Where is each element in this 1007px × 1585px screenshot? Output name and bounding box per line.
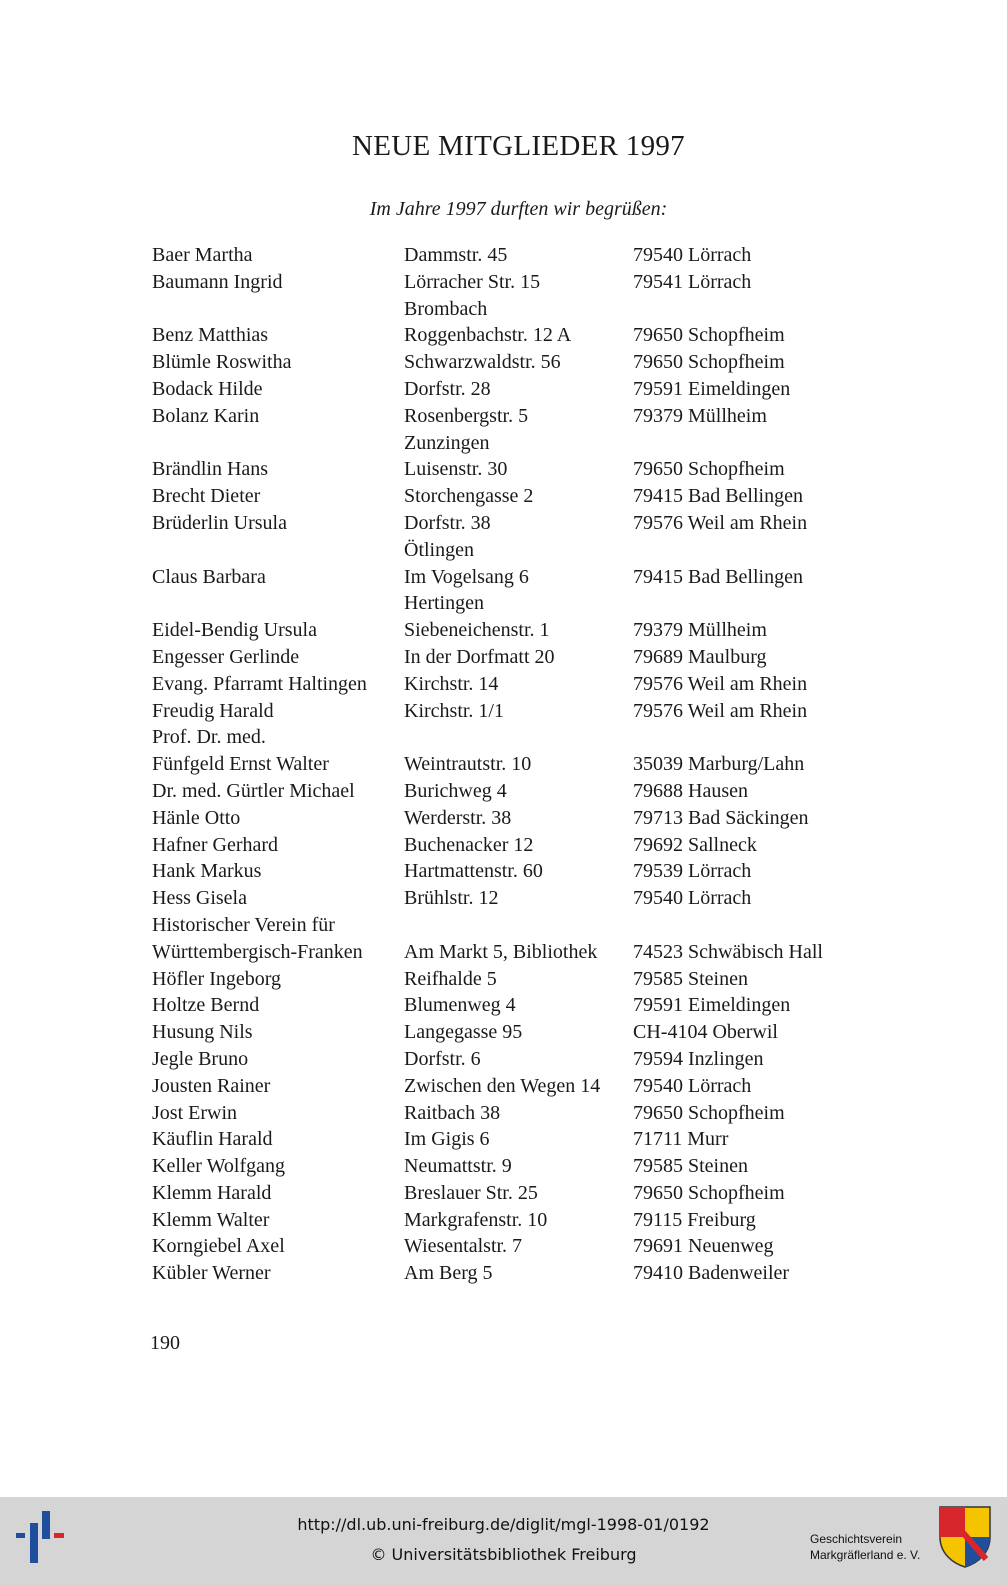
member-city: 79692 Sallneck [633,833,757,856]
member-street: Lörracher Str. 15 [404,270,541,293]
member-city: 79379 Müllheim [633,404,767,427]
member-list [152,242,872,1287]
footer-org-line2: Markgräflerland e. V. [810,1548,921,1562]
member-street: Neumattstr. 9 [404,1155,512,1178]
member-city: 79650 Schopfheim [633,351,785,374]
member-row [152,376,872,403]
member-city: 79379 Müllheim [633,619,767,642]
member-name: Historischer Verein für [152,913,335,936]
member-name: Engesser Gerlinde [152,645,300,668]
member-city: 79540 Lörrach [633,887,752,910]
member-row [152,1180,872,1207]
member-name: Holtze Bernd [152,994,260,1017]
member-name: Freudig Harald [152,699,274,722]
member-name: Höfler Ingeborg [152,967,282,990]
member-name: Baer Martha [152,244,253,266]
member-row [152,564,872,591]
member-street: Burichweg 4 [404,779,507,802]
member-name: Claus Barbara [152,565,266,588]
member-name: Hess Gisela [152,887,247,910]
member-row [152,456,872,483]
member-name: Dr. med. Gürtler Michael [152,779,355,802]
member-city: 79585 Steinen [633,1155,748,1178]
member-row [152,992,872,1019]
member-name: Brändlin Hans [152,458,269,481]
member-row [152,885,872,912]
member-name: Käuflin Harald [152,1128,273,1151]
member-street: Roggenbachstr. 12 A [404,324,572,347]
member-street: Brombach [404,297,488,320]
member-row [152,537,872,564]
member-row [152,1019,872,1046]
member-street: Rosenbergstr. 5 [404,404,529,427]
member-row [152,269,872,296]
member-name: Jost Erwin [152,1101,237,1124]
member-row [152,1233,872,1260]
member-street: Zwischen den Wegen 14 [404,1074,601,1097]
member-row [152,858,872,885]
member-street: Hartmattenstr. 60 [404,860,543,883]
member-city: 79691 Neuenweg [633,1235,774,1258]
member-name: Hafner Gerhard [152,833,279,856]
member-city: 79576 Weil am Rhein [633,672,808,695]
member-name: Prof. Dr. med. [152,726,266,749]
footer-copyright: © Universitätsbibliothek Freiburg [370,1545,637,1564]
member-name: Klemm Walter [152,1208,270,1231]
member-street: Siebeneichenstr. 1 [404,619,550,642]
member-street: Schwarzwaldstr. 56 [404,351,561,374]
member-name: Husung Nils [152,1021,253,1044]
member-name: Blümle Roswitha [152,351,292,374]
member-street: Breslauer Str. 25 [404,1181,538,1204]
member-name: Brüderlin Ursula [152,511,287,534]
member-row [152,644,872,671]
member-city: 79594 Inzlingen [633,1047,764,1070]
member-city: CH-4104 Oberwil [633,1021,778,1044]
member-row [152,617,872,644]
member-city: 35039 Marburg/Lahn [633,753,805,776]
member-name: Kübler Werner [152,1262,271,1285]
member-row [152,671,872,698]
member-name: Benz Matthias [152,324,269,347]
page-subtitle: Im Jahre 1997 durften wir begrüßen: [369,198,668,220]
member-name: Hänle Otto [152,806,241,829]
member-street: Wiesentalstr. 7 [404,1235,523,1258]
member-street: Am Berg 5 [404,1262,493,1285]
member-city: 74523 Schwäbisch Hall [633,940,823,963]
member-street: Dammstr. 45 [404,244,508,266]
member-row [152,1126,872,1153]
member-name: Jousten Rainer [152,1074,271,1097]
member-street: Storchengasse 2 [404,485,534,508]
member-city: 79410 Badenweiler [633,1262,790,1285]
footer-org-line1: Geschichtsverein [810,1532,903,1546]
member-street: Im Vogelsang 6 [404,565,529,588]
member-street: Werderstr. 38 [404,806,512,829]
member-street: Zunzingen [404,431,490,454]
member-name: Klemm Harald [152,1181,272,1204]
member-row [152,832,872,859]
footer-bar [0,1497,1007,1585]
member-name: Bodack Hilde [152,377,263,400]
member-row [152,1207,872,1234]
member-city: 79650 Schopfheim [633,324,785,347]
member-street: Markgrafenstr. 10 [404,1208,548,1231]
member-city: 79415 Bad Bellingen [633,565,803,588]
member-city: 79650 Schopfheim [633,1181,785,1204]
member-street: In der Dorfmatt 20 [404,645,555,668]
member-row [152,698,872,725]
member-name: Fünfgeld Ernst Walter [152,753,329,776]
member-city: 79688 Hausen [633,779,748,802]
member-street: Weintrautstr. 10 [404,753,532,776]
member-name: Hank Markus [152,860,262,883]
member-city: 79115 Freiburg [633,1208,756,1231]
member-city: 79650 Schopfheim [633,1101,785,1124]
member-street: Reifhalde 5 [404,967,497,990]
member-street: Dorfstr. 6 [404,1047,481,1070]
page-title: NEUE MITGLIEDER 1997 [351,130,685,162]
member-street: Blumenweg 4 [404,994,516,1017]
member-street: Ötlingen [404,538,474,561]
member-street: Am Markt 5, Bibliothek [404,940,598,963]
member-row [152,1100,872,1127]
member-row [152,1073,872,1100]
member-row [152,242,872,269]
member-row [152,724,872,751]
member-row [152,912,872,939]
member-street: Hertingen [404,592,484,615]
member-name: Jegle Bruno [152,1047,249,1070]
member-row [152,1046,872,1073]
member-name: Evang. Pfarramt Haltingen [152,672,367,695]
member-city: 79541 Lörrach [633,270,752,293]
member-street: Kirchstr. 1/1 [404,699,504,722]
member-row [152,483,872,510]
member-city: 79540 Lörrach [633,244,752,266]
member-name: Eidel-Bendig Ursula [152,619,317,642]
member-row [152,403,872,430]
member-name: Baumann Ingrid [152,270,283,293]
member-name: Brecht Dieter [152,485,261,508]
member-row [152,349,872,376]
member-city: 79415 Bad Bellingen [633,485,803,508]
member-row [152,778,872,805]
footer-org [810,1531,920,1563]
member-name: Keller Wolfgang [152,1155,285,1178]
member-street: Im Gigis 6 [404,1128,490,1151]
member-city: 79576 Weil am Rhein [633,699,808,722]
member-city: 79689 Maulburg [633,645,767,668]
member-street: Buchenacker 12 [404,833,534,856]
member-city: 79650 Schopfheim [633,458,785,481]
member-street: Brühlstr. 12 [404,887,499,910]
member-street: Langegasse 95 [404,1021,523,1044]
member-city: 79591 Eimeldingen [633,377,791,400]
coat-of-arms-icon [936,1503,994,1569]
member-city: 79713 Bad Säckingen [633,806,809,829]
member-row [152,430,872,457]
member-row [152,322,872,349]
member-street: Luisenstr. 30 [404,458,508,481]
member-city: 79576 Weil am Rhein [633,511,808,534]
member-row [152,805,872,832]
footer-url[interactable]: http://dl.ub.uni-freiburg.de/diglit/mgl-1998-01/0192 [297,1515,710,1534]
member-name: Bolanz Karin [152,404,260,427]
member-row [152,510,872,537]
member-row [152,296,872,323]
member-row [152,939,872,966]
member-row [152,751,872,778]
member-street: Kirchstr. 14 [404,672,499,695]
member-city: 79539 Lörrach [633,860,752,883]
member-street: Dorfstr. 38 [404,511,491,534]
member-street: Raitbach 38 [404,1101,501,1124]
member-name: Korngiebel Axel [152,1235,285,1258]
member-row [152,1260,872,1287]
member-name: Württembergisch-Franken [152,940,363,963]
member-street: Dorfstr. 28 [404,377,491,400]
member-city: 79540 Lörrach [633,1074,752,1097]
member-row [152,1153,872,1180]
member-row [152,590,872,617]
member-city: 79591 Eimeldingen [633,994,791,1017]
member-city: 71711 Murr [633,1128,729,1151]
member-row [152,966,872,993]
page-number: 190 [150,1332,180,1354]
member-city: 79585 Steinen [633,967,748,990]
